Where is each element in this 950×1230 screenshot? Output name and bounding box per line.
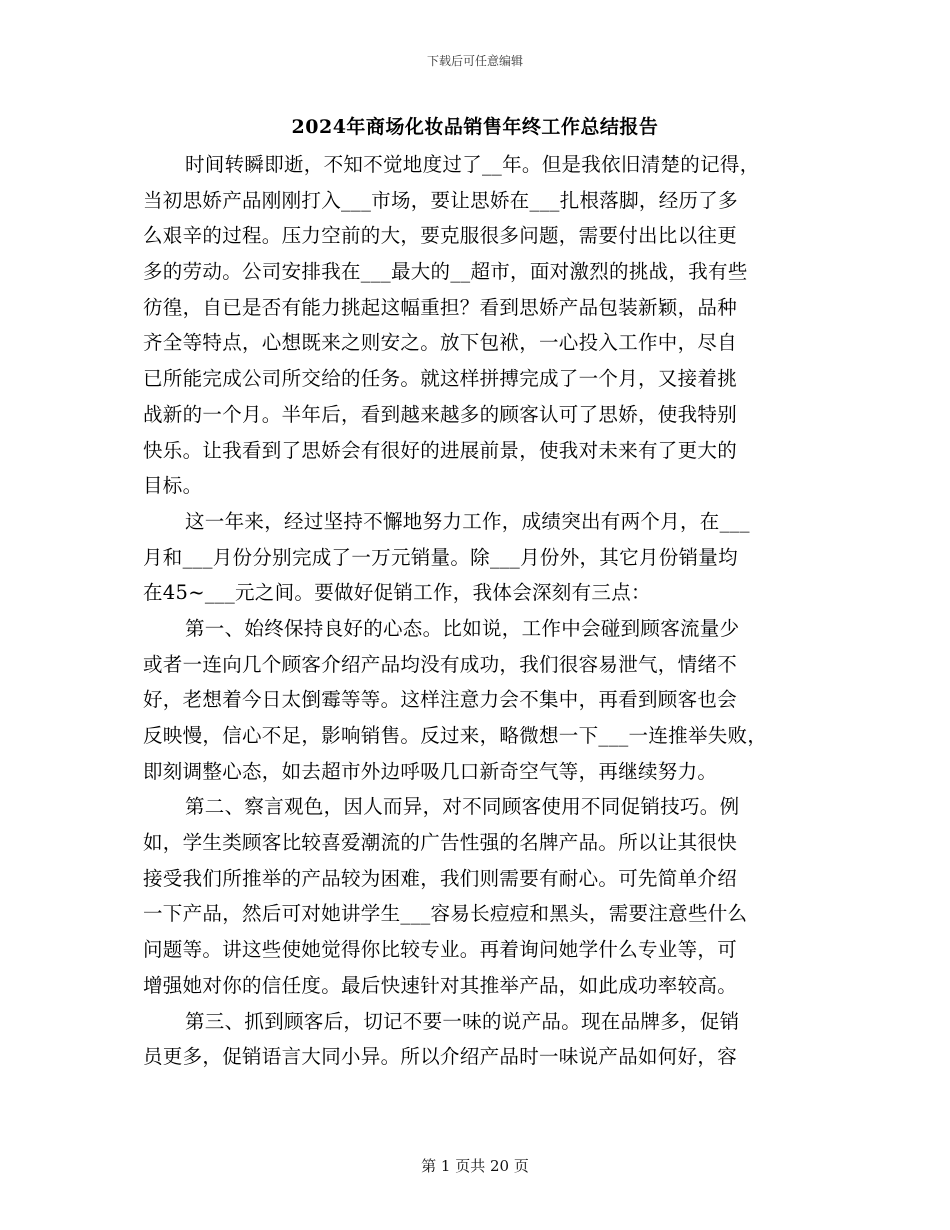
- text-line: 接受我们所推举的产品较为困难，我们则需要有耐心。可先简单介绍: [143, 866, 738, 890]
- text-line: 多的劳动。公司安排我在___最大的__超市，面对激烈的挑战，我有些: [143, 260, 748, 284]
- text-line: 或者一连向几个顾客介绍产品均没有成功，我们很容易泄气，情绪不: [143, 652, 738, 676]
- text-line: 当初思娇产品刚刚打入___市场，要让思娇在___扎根落脚，经历了多: [143, 188, 738, 212]
- document-title: 2024年商场化妆品销售年终工作总结报告: [291, 116, 659, 138]
- text-line: 快乐。让我看到了思娇会有很好的进展前景，使我对未来有了更大的: [143, 438, 738, 462]
- text-line: 即刻调整心态，如去超市外边呼吸几口新奇空气等，再继续努力。: [143, 759, 718, 783]
- text-line: 第二、察言观色，因人而异，对不同顾客使用不同促销技巧。例: [185, 795, 740, 819]
- header-note: 下载后可任意编辑: [426, 54, 523, 68]
- text-line: 员更多，促销语言大同小异。所以介绍产品时一味说产品如何好，容: [143, 1045, 738, 1069]
- text-line: 月和___月份分别完成了一万元销量。除___月份外，其它月份销量均: [143, 545, 738, 569]
- text-line: 第一、始终保持良好的心态。比如说，工作中会碰到顾客流量少: [185, 616, 740, 640]
- text-line: 么艰辛的过程。压力空前的大，要克服很多问题，需要付出比以往更: [143, 224, 738, 248]
- text-line: 时间转瞬即逝，不知不觉地度过了__年。但是我依旧清楚的记得，: [185, 153, 760, 176]
- text-line: 如，学生类顾客比较喜爱潮流的广告性强的名牌产品。所以让其很快: [143, 831, 738, 855]
- text-line: 齐全等特点，心想既来之则安之。放下包袱，一心投入工作中，尽自: [143, 331, 738, 355]
- text-line: 彷徨，自已是否有能力挑起这幅重担？看到思娇产品包装新颖，品种: [143, 295, 738, 319]
- text-line: 一下产品，然后可对她讲学生___容易长痘痘和黑头，需要注意些什么: [143, 902, 748, 926]
- text-line: 问题等。讲这些使她觉得你比较专业。再着询问她学什么专业等，可: [143, 938, 738, 962]
- text-line: 反映慢，信心不足，影响销售。反过来，略微想一下___一连推举失败，: [143, 724, 768, 747]
- text-line: 已所能完成公司所交给的任务。就这样拼搏完成了一个月，又接着挑: [143, 367, 738, 391]
- text-line: 目标。: [143, 474, 203, 498]
- document-body: [143, 147, 823, 1075]
- text-line: 这一年来，经过坚持不懈地努力工作，成绩突出有两个月，在___: [185, 509, 750, 533]
- text-line: 战新的一个月。半年后，看到越来越多的顾客认可了思娇，使我特别: [143, 402, 738, 426]
- page-footer: 第 1 页共 20 页: [421, 1157, 529, 1175]
- text-line: 在45~___元之间。要做好促销工作，我体会深刻有三点：: [143, 581, 651, 605]
- text-line: 好，老想着今日太倒霉等等。这样注意力会不集中，再看到顾客也会: [143, 688, 738, 712]
- text-line: 第三、抓到顾客后，切记不要一味的说产品。现在品牌多，促销: [185, 1009, 740, 1033]
- text-line: 增强她对你的信任度。最后快速针对其推举产品，如此成功率较高。: [143, 973, 738, 997]
